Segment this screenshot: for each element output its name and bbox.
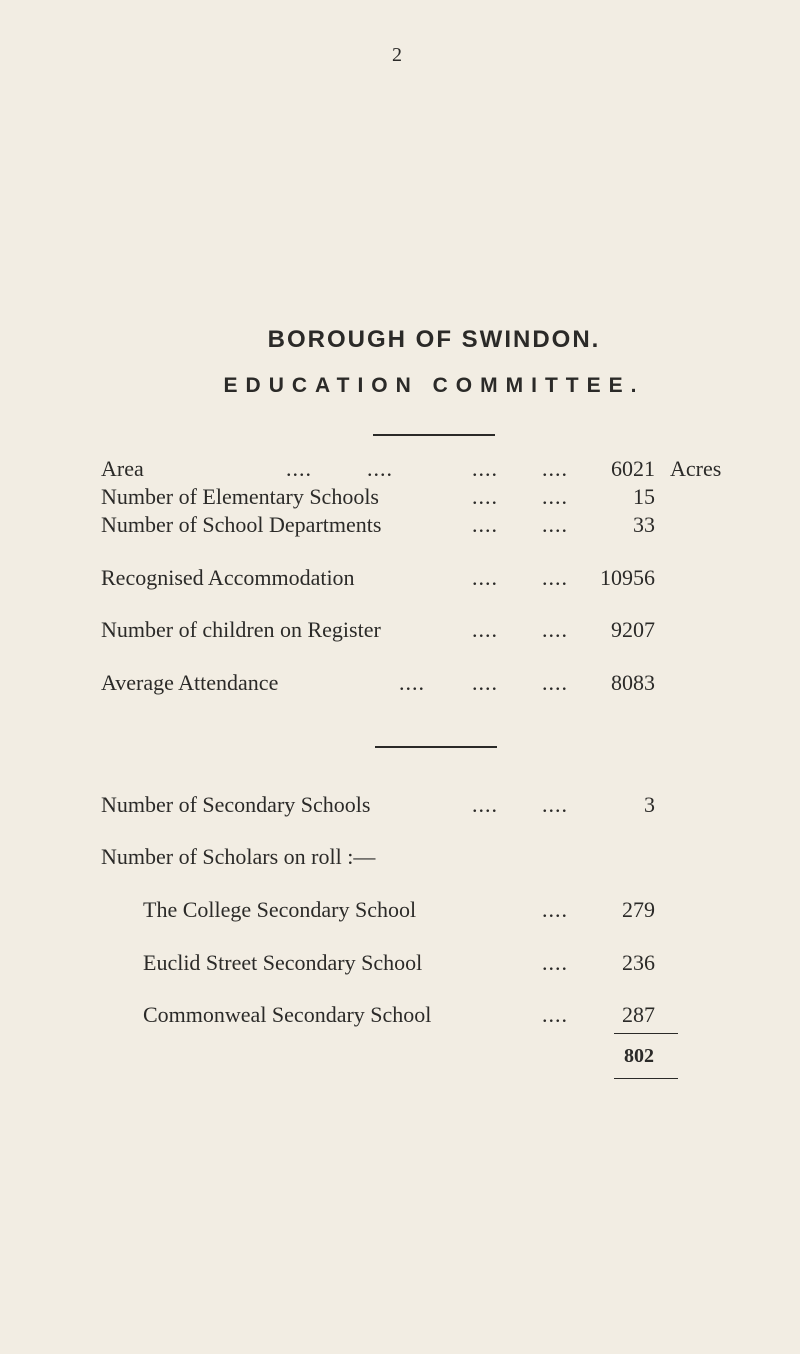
leader-dots: .... [472, 792, 498, 817]
leader-dots: .... [542, 670, 568, 695]
school-name: Commonweal Secondary School [143, 1002, 432, 1027]
stat-value-attendance: 8083 [611, 670, 655, 695]
secondary-count-value: 3 [644, 792, 655, 817]
title-divider [373, 434, 495, 436]
page-title: BOROUGH OF SWINDON. [267, 326, 601, 353]
section-divider [375, 746, 497, 748]
page-number: 2 [392, 44, 402, 66]
total-rule-bottom [614, 1078, 678, 1079]
leader-dots: .... [542, 950, 568, 975]
leader-dots: .... [472, 565, 498, 590]
leader-dots: .... [542, 565, 568, 590]
school-name: Euclid Street Secondary School [143, 950, 423, 975]
leader-dots: .... [542, 1002, 568, 1027]
school-name: The College Secondary School [143, 897, 417, 922]
stat-value-school-departments: 33 [633, 512, 655, 537]
leader-dots: .... [542, 897, 568, 922]
leader-dots: .... [472, 670, 498, 695]
stat-label-elementary-schools: Number of Elementary Schools [101, 484, 379, 509]
stat-unit-area: Acres [670, 456, 722, 481]
secondary-count-label: Number of Secondary Schools [101, 792, 371, 817]
leader-dots: .... [472, 484, 498, 509]
school-scholars-value: 287 [622, 1002, 655, 1027]
leader-dots: .... [542, 512, 568, 537]
school-scholars-value: 236 [622, 950, 655, 975]
stat-label-area: Area [101, 456, 144, 481]
stat-value-elementary-schools: 15 [633, 484, 655, 509]
school-scholars-value: 279 [622, 897, 655, 922]
leader-dots: .... [542, 792, 568, 817]
leader-dots: .... [286, 456, 312, 481]
leader-dots: .... [399, 670, 425, 695]
stat-label-register: Number of children on Register [101, 617, 381, 642]
stat-value-register: 9207 [611, 617, 655, 642]
leader-dots: .... [542, 484, 568, 509]
page-subtitle: EDUCATION COMMITTEE. [223, 374, 645, 397]
stat-label-school-departments: Number of School Departments [101, 512, 382, 537]
leader-dots: .... [542, 617, 568, 642]
scholars-total: 802 [624, 1045, 654, 1067]
stat-value-area: 6021 [611, 456, 655, 481]
leader-dots: .... [472, 456, 498, 481]
leader-dots: .... [367, 456, 393, 481]
stat-label-accommodation: Recognised Accommodation [101, 565, 355, 590]
leader-dots: .... [472, 512, 498, 537]
stat-label-attendance: Average Attendance [101, 670, 279, 695]
leader-dots: .... [472, 617, 498, 642]
scholars-label: Number of Scholars on roll :— [101, 844, 376, 869]
total-rule-top [614, 1033, 678, 1034]
stat-value-accommodation: 10956 [600, 565, 655, 590]
leader-dots: .... [542, 456, 568, 481]
